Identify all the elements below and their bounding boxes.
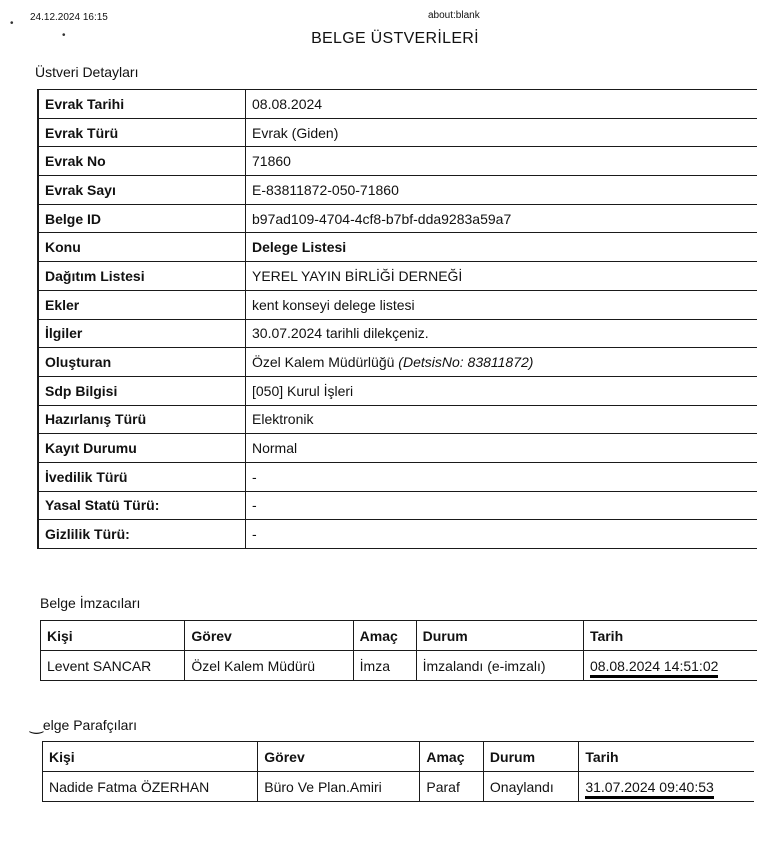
- parafs-cell: Paraf: [420, 772, 484, 802]
- signers-section-label: Belge İmzacıları: [40, 595, 141, 611]
- metadata-value: [246, 348, 758, 377]
- signers-table: [40, 620, 757, 681]
- signers-cell: İmza: [353, 651, 416, 681]
- metadata-value: [246, 147, 758, 176]
- metadata-value: [246, 520, 758, 549]
- metadata-key: Evrak No: [38, 147, 246, 176]
- metadata-key: İlgiler: [38, 319, 246, 348]
- signers-column-header: Amaç: [353, 621, 416, 651]
- metadata-value-text: E-83811872-050-71860: [252, 181, 399, 198]
- signers-cell: İmzalandı (e-imzalı): [416, 651, 583, 681]
- metadata-value: [246, 319, 758, 348]
- metadata-value-extra: (DetsisNo: 83811872): [398, 354, 534, 371]
- metadata-row: [38, 405, 757, 434]
- metadata-value-text: -: [252, 526, 257, 543]
- metadata-key: Gizlilik Türü:: [38, 520, 246, 549]
- metadata-key: Yasal Statü Türü:: [38, 491, 246, 520]
- parafs-cell: Onaylandı: [483, 772, 578, 802]
- parafs-section-label: ‿elge Parafçıları: [30, 717, 138, 734]
- parafs-cell: Nadide Fatma ÖZERHAN: [43, 772, 258, 802]
- parafs-table: [42, 741, 754, 802]
- print-datetime: 24.12.2024 16:15: [30, 12, 108, 23]
- metadata-key: Evrak Türü: [38, 118, 246, 147]
- metadata-value-text: YEREL YAYIN BİRLİĞİ DERNEĞİ: [252, 267, 463, 284]
- metadata-row: [38, 376, 757, 405]
- metadata-row: [38, 204, 757, 233]
- parafs-section-label-text: elge Parafçıları: [42, 717, 138, 733]
- signers-cell: Özel Kalem Müdürü: [185, 651, 353, 681]
- metadata-value: [246, 491, 758, 520]
- metadata-row: [38, 491, 757, 520]
- metadata-row: [38, 434, 757, 463]
- metadata-key: Evrak Sayı: [38, 176, 246, 205]
- metadata-value-text: Evrak (Giden): [252, 124, 339, 141]
- metadata-value: [246, 462, 758, 491]
- metadata-key: Belge ID: [38, 204, 246, 233]
- table-row: [43, 772, 755, 802]
- metadata-row: [38, 262, 757, 291]
- metadata-row: [38, 90, 757, 119]
- signers-cell: Levent SANCAR: [41, 651, 185, 681]
- metadata-value-text: Özel Kalem Müdürlüğü: [252, 354, 395, 371]
- metadata-value-text: [050] Kurul İşleri: [252, 382, 354, 399]
- metadata-value-text: 08.08.2024: [252, 95, 323, 112]
- metadata-row: [38, 147, 757, 176]
- metadata-row: [38, 462, 757, 491]
- metadata-value: [246, 118, 758, 147]
- metadata-value: [246, 204, 758, 233]
- metadata-value: [246, 262, 758, 291]
- metadata-key: İvedilik Türü: [38, 462, 246, 491]
- parafs-column-header: Tarih: [579, 742, 754, 772]
- metadata-value: [246, 176, 758, 205]
- metadata-value-text: -: [252, 497, 257, 514]
- scan-mark: •: [62, 30, 66, 41]
- metadata-row: [38, 520, 757, 549]
- metadata-value-text: -: [252, 468, 257, 485]
- parafs-column-header: Durum: [483, 742, 578, 772]
- metadata-value: [246, 376, 758, 405]
- parafs-cell: [579, 772, 754, 802]
- signers-column-header: Kişi: [41, 621, 185, 651]
- metadata-value-text: Elektronik: [252, 411, 314, 428]
- parafs-column-header: Amaç: [420, 742, 484, 772]
- metadata-key: Dağıtım Listesi: [38, 262, 246, 291]
- metadata-value: [246, 434, 758, 463]
- parafs-date: 31.07.2024 09:40:53: [585, 779, 713, 799]
- metadata-value: [246, 233, 758, 262]
- metadata-key: Kayıt Durumu: [38, 434, 246, 463]
- metadata-table: [37, 89, 757, 549]
- metadata-value-text: b97ad109-4704-4cf8-b7bf-dda9283a59a7: [252, 210, 512, 227]
- parafs-cell: Büro Ve Plan.Amiri: [258, 772, 420, 802]
- metadata-row: [38, 319, 757, 348]
- metadata-key: Konu: [38, 233, 246, 262]
- metadata-value-text: 71860: [252, 153, 291, 170]
- metadata-value: [246, 405, 758, 434]
- metadata-value-text: Delege Listesi: [252, 239, 347, 256]
- metadata-value-text: kent konseyi delege listesi: [252, 296, 415, 313]
- metadata-key: Hazırlanış Türü: [38, 405, 246, 434]
- metadata-row: [38, 176, 757, 205]
- metadata-row: [38, 348, 757, 377]
- metadata-row: [38, 290, 757, 319]
- metadata-section-label: Üstveri Detayları: [35, 64, 139, 80]
- metadata-value-text: Normal: [252, 440, 298, 457]
- metadata-key: Sdp Bilgisi: [38, 376, 246, 405]
- table-row: [41, 651, 758, 681]
- signers-column-header: Görev: [185, 621, 353, 651]
- signers-column-header: Durum: [416, 621, 583, 651]
- signers-cell: [583, 651, 757, 681]
- metadata-key: Oluşturan: [38, 348, 246, 377]
- parafs-column-header: Kişi: [43, 742, 258, 772]
- signers-column-header: Tarih: [583, 621, 757, 651]
- metadata-value-text: 30.07.2024 tarihli dilekçeniz.: [252, 325, 429, 342]
- signers-date: 08.08.2024 14:51:02: [590, 658, 718, 678]
- page-title: BELGE ÜSTVERİLERİ: [311, 30, 479, 47]
- metadata-row: [38, 233, 757, 262]
- metadata-row: [38, 118, 757, 147]
- metadata-value: [246, 90, 758, 119]
- scan-mark: •: [10, 18, 14, 29]
- parafs-column-header: Görev: [258, 742, 420, 772]
- metadata-value: [246, 290, 758, 319]
- metadata-key: Ekler: [38, 290, 246, 319]
- metadata-key: Evrak Tarihi: [38, 90, 246, 119]
- print-url: about:blank: [428, 10, 480, 21]
